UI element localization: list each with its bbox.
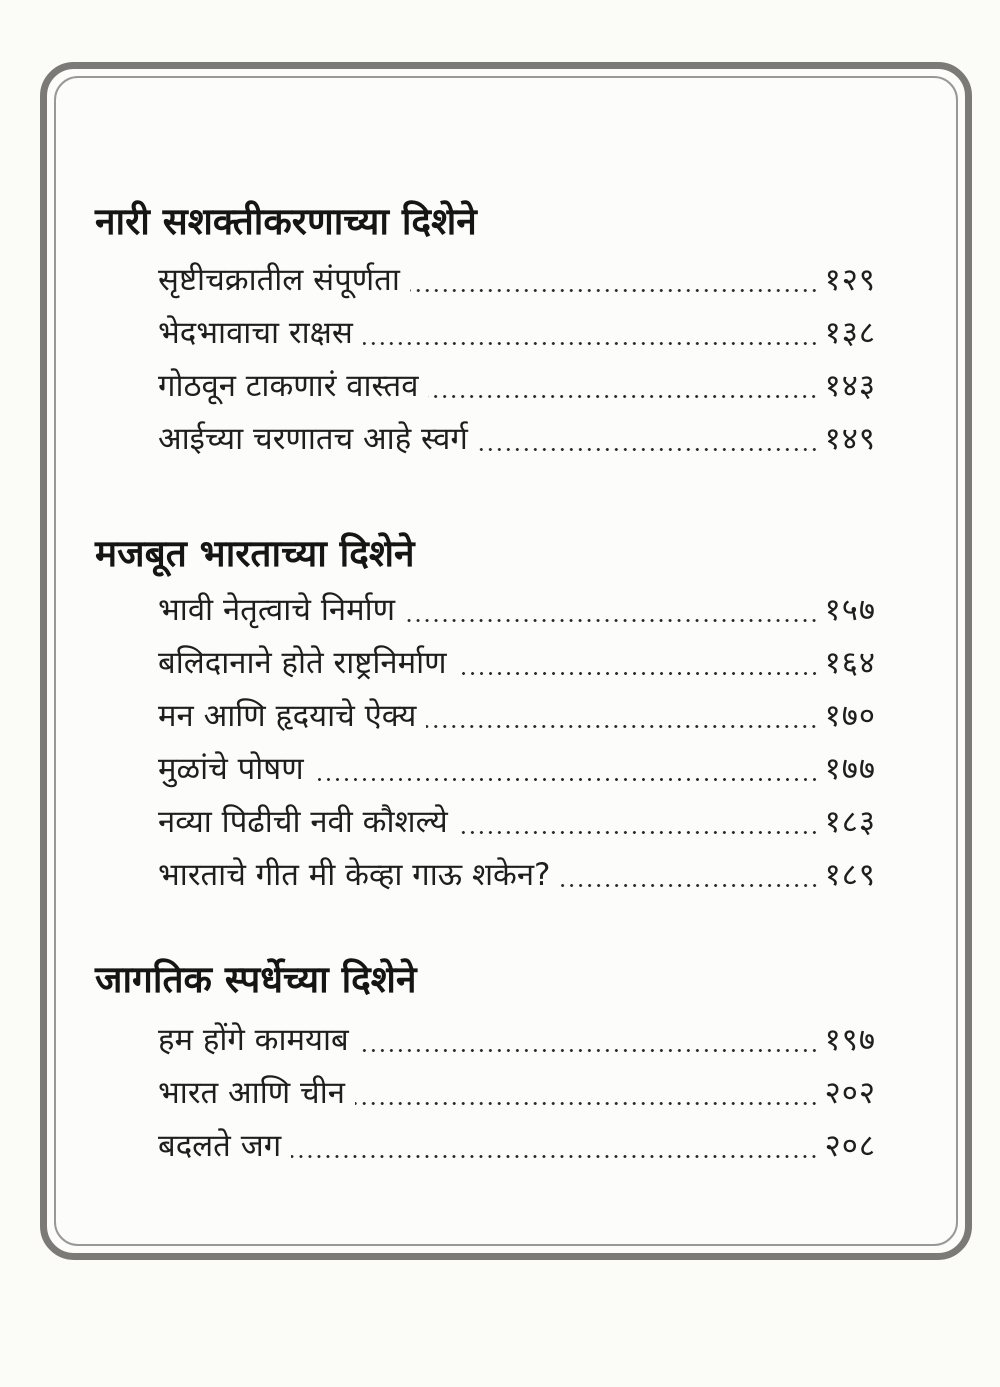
dot-leader bbox=[359, 1049, 819, 1052]
page-number: १७७ bbox=[824, 751, 876, 787]
entry-title: गोठवून टाकणारं वास्तव bbox=[158, 368, 419, 404]
entry-title: आईच्या चरणातच आहे स्वर्ग bbox=[158, 421, 468, 457]
toc-entry[interactable] bbox=[158, 307, 876, 359]
page-number: २०८ bbox=[824, 1128, 876, 1164]
page-number: १८३ bbox=[824, 804, 876, 840]
dot-leader bbox=[478, 448, 819, 451]
page-number: १७० bbox=[824, 698, 876, 734]
dot-leader bbox=[314, 778, 819, 781]
toc-entry[interactable] bbox=[158, 1120, 876, 1172]
toc-entry[interactable] bbox=[158, 796, 876, 848]
dot-leader bbox=[291, 1155, 818, 1158]
page-number: १५७ bbox=[824, 592, 876, 628]
entry-title: भेदभावाचा राक्षस bbox=[158, 315, 353, 351]
page-number: १४९ bbox=[824, 421, 876, 457]
dot-leader bbox=[458, 831, 819, 834]
toc-entry[interactable] bbox=[158, 849, 876, 901]
page-number: २०२ bbox=[824, 1075, 876, 1111]
page-number: १८९ bbox=[824, 857, 876, 893]
entry-title: मन आणि हृदयाचे ऐक्य bbox=[158, 698, 417, 734]
entry-title: नव्या पिढीची नवी कौशल्ये bbox=[158, 804, 448, 840]
entry-title: भारताचे गीत मी केव्हा गाऊ शकेन? bbox=[158, 857, 551, 893]
dot-leader bbox=[428, 395, 818, 398]
page-number: १३८ bbox=[824, 315, 876, 351]
toc-entry[interactable] bbox=[158, 254, 876, 306]
page-number: १२९ bbox=[824, 262, 876, 298]
toc-entry[interactable] bbox=[158, 1067, 876, 1119]
dot-leader bbox=[363, 342, 819, 345]
dot-leader bbox=[426, 725, 818, 728]
toc-entry[interactable] bbox=[158, 413, 876, 465]
entry-title: भारत आणि चीन bbox=[158, 1075, 345, 1111]
toc-entry[interactable] bbox=[158, 584, 876, 636]
dot-leader bbox=[457, 672, 819, 675]
page-number: १९७ bbox=[824, 1022, 876, 1058]
section-heading: नारी सशक्तीकरणाच्या दिशेने bbox=[95, 200, 477, 243]
toc-entry[interactable] bbox=[158, 690, 876, 742]
toc-entry[interactable] bbox=[158, 743, 876, 795]
toc-entry[interactable] bbox=[158, 360, 876, 412]
dot-leader bbox=[355, 1102, 819, 1105]
entry-title: भावी नेतृत्वाचे निर्माण bbox=[158, 592, 396, 628]
entry-title: सृष्टीचक्रातील संपूर्णता bbox=[158, 262, 400, 298]
section-heading: मजबूत भारताच्या दिशेने bbox=[95, 532, 415, 575]
dot-leader bbox=[405, 619, 819, 622]
entry-title: बदलते जग bbox=[158, 1128, 282, 1164]
entry-title: मुळांचे पोषण bbox=[158, 751, 304, 787]
dot-leader bbox=[410, 289, 819, 292]
entry-title: हम होंगे कामयाब bbox=[158, 1022, 349, 1058]
entry-title: बलिदानाने होते राष्ट्रनिर्माण bbox=[158, 645, 447, 681]
page-number: १४३ bbox=[824, 368, 876, 404]
section-heading: जागतिक स्पर्धेच्या दिशेने bbox=[95, 958, 417, 1001]
dot-leader bbox=[561, 884, 819, 887]
toc-entry[interactable] bbox=[158, 637, 876, 689]
toc-entry[interactable] bbox=[158, 1014, 876, 1066]
page-number: १६४ bbox=[824, 645, 876, 681]
